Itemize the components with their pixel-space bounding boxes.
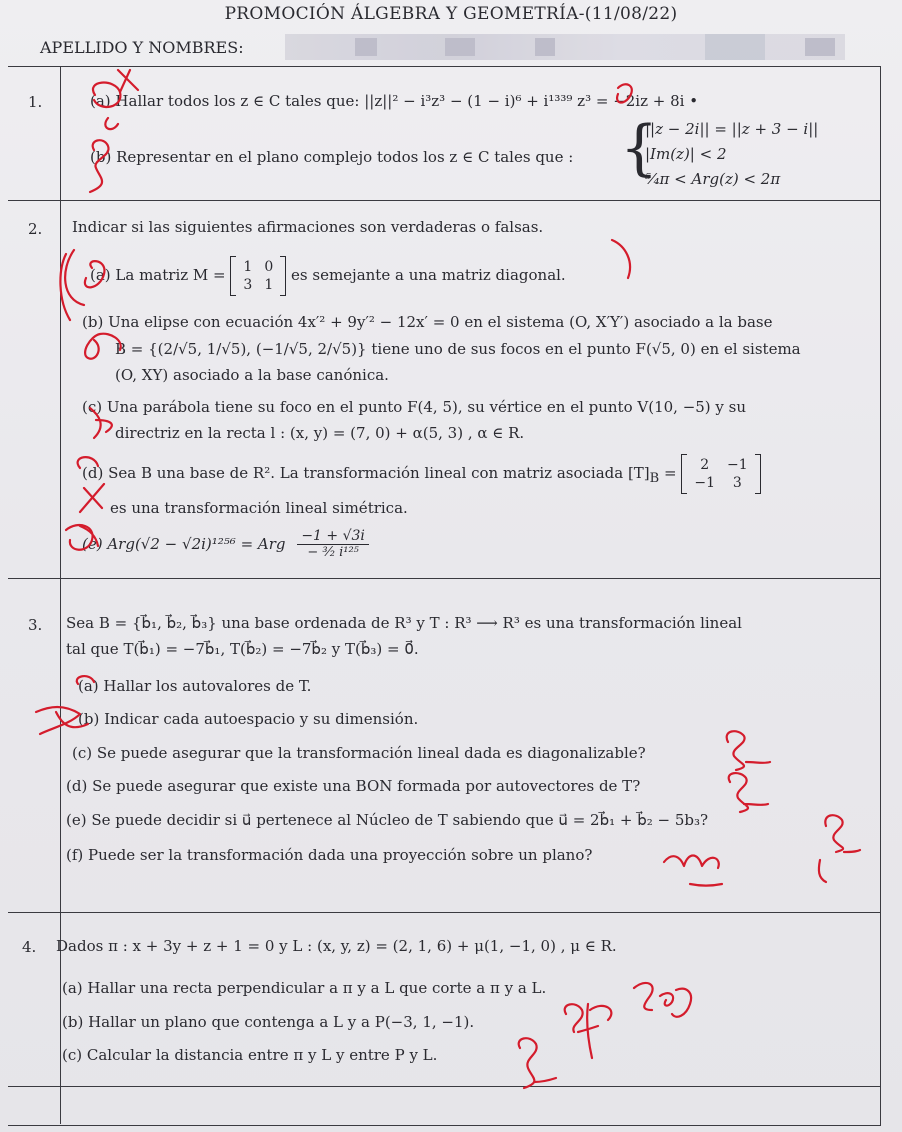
- ink-q3f: [664, 856, 722, 886]
- ink-beta-1b: [90, 140, 109, 192]
- q3-item-c: (c) Se puede asegurar que la transformación lineal dada es diagonalizable?: [72, 744, 646, 762]
- q1-item-a: (a) Hallar todos los z ∈ C tales que: ||z||² − i³z³ − (1 − i)⁶ + i¹³³⁹ z³ = −2iz + 8i •: [90, 92, 699, 110]
- matrix-t-cell: 2: [700, 457, 710, 473]
- q4-item-c: (c) Calcular la distancia entre π y L y entre P y L.: [62, 1046, 438, 1064]
- ink-q3f-slash: [819, 860, 826, 882]
- q2-item-d-line2: es una transformación lineal simétrica.: [110, 499, 408, 517]
- q4-number: 4.: [22, 938, 37, 956]
- q3-line2: tal que T(b⃗₁) = −7b⃗₁, T(b⃗₂) = −7b⃗₂ y T(b⃗₃) = 0⃗.: [66, 640, 419, 658]
- q2-e-numerator: −1 + √3i: [297, 528, 369, 545]
- matrix-m-cell: 1: [243, 259, 253, 275]
- matrix-t-cell: −1: [694, 475, 715, 491]
- q3-line1: Sea B = {b⃗₁, b⃗₂, b⃗₃} una base ordenada de R³ y T : R³ ⟶ R³ es una transformación lineal: [66, 614, 742, 632]
- ink-q3b: [36, 707, 88, 734]
- ink-q2d-circle: [78, 457, 98, 468]
- q2-item-b-line3: (O, XY) asociado a la base canónica.: [115, 366, 389, 384]
- ink-circle-1a: [93, 83, 120, 107]
- q3-item-a: (a) Hallar los autovalores de T.: [78, 677, 312, 695]
- q1-system-brace: {: [620, 113, 659, 183]
- q2-d-sub: B: [649, 471, 660, 486]
- matrix-m-cell: 0: [264, 259, 274, 275]
- ink-mark-1a: [105, 70, 138, 129]
- ink-q2a: [65, 250, 104, 305]
- ink-beta-4c: [519, 1038, 556, 1088]
- ink-beta-4b-2: [587, 1004, 611, 1058]
- ink-q3a: [77, 676, 94, 684]
- matrix-t-cell: 3: [732, 475, 742, 491]
- ink-q2b: [85, 334, 121, 359]
- q2-item-b-line1: (b) Una elipse con ecuación 4x′² + 9y′² − 12x′ = 0 en el sistema (O, X′Y′) asociado a la base: [82, 313, 773, 331]
- matrix-t-cell: −1: [727, 457, 748, 473]
- q1-number: 1.: [28, 93, 43, 111]
- q4-item-b: (b) Hallar un plano que contenga a L y a P(−3, 1, −1).: [62, 1013, 475, 1031]
- ink-mark-q1a-dot: [617, 84, 632, 102]
- q2-intro: Indicar si las siguientes afirmaciones son verdaderas o falsas.: [72, 218, 544, 236]
- q2-d-equals: =: [664, 464, 677, 482]
- ink-beta-3c: [727, 731, 770, 770]
- q2-a-prefix: (a) La matriz M =: [90, 266, 226, 284]
- q2-item-c-line1: (c) Una parábola tiene su foco en el punto F(4, 5), su vértice en el punto V(10, −5) y su: [82, 398, 747, 416]
- matrix-m-cell: 3: [243, 277, 253, 293]
- q1-condition-3: ⁵⁄₄π < Arg(z) < 2π: [645, 170, 781, 188]
- q2-e-left: (e) Arg(√2 − √2i)¹²⁵⁶ = Arg: [82, 535, 286, 553]
- name-label: APELLIDO Y NOMBRES:: [40, 38, 244, 57]
- q4-item-a: (a) Hallar una recta perpendicular a π y a L que corte a π y a L.: [62, 979, 547, 997]
- q4-line1: Dados π : x + 3y + z + 1 = 0 y L : (x, y, z) = (2, 1, 6) + μ(1, −1, 0) , μ ∈ R.: [56, 937, 617, 955]
- q1-condition-2: |Im(z)| < 2: [645, 145, 727, 163]
- exam-title: PROMOCIÓN ÁLGEBRA Y GEOMETRÍA-(11/08/22): [224, 4, 678, 24]
- matrix-m-cell: 1: [264, 277, 274, 293]
- ink-beta-3d: [729, 773, 768, 812]
- q2-item-c-line2: directriz en la recta l : (x, y) = (7, 0) + α(5, 3) , α ∈ R.: [115, 424, 525, 442]
- ink-q2c: [90, 408, 112, 438]
- q2-number: 2.: [28, 220, 43, 238]
- q2-d-prefix: (d) Sea B una base de R². La transformación lineal con matriz asociada [T]: [82, 464, 650, 482]
- q3-item-f: (f) Puede ser la transformación dada una proyección sobre un plano?: [66, 846, 593, 864]
- ink-q2e: [66, 525, 98, 550]
- ink-q2d-x: [80, 484, 104, 512]
- q3-item-b: (b) Indicar cada autoespacio y su dimensión.: [78, 710, 419, 728]
- ink-q4a: [634, 983, 691, 1017]
- q3-item-d: (d) Se puede asegurar que existe una BON formada por autovectores de T?: [66, 777, 641, 795]
- q3-item-e: (e) Se puede decidir si u⃗ pertenece al Núcleo de T sabiendo que u⃗ = 2b⃗₁ + b⃗₂ − 5b₃?: [66, 811, 709, 829]
- q1-item-b: (b) Representar en el plano complejo todos los z ∈ C tales que :: [90, 148, 574, 166]
- q1-condition-1: ||z − 2i|| = ||z + 3 − i||: [645, 120, 819, 138]
- q2-a-suffix: es semejante a una matriz diagonal.: [291, 266, 566, 284]
- q2-e-denominator: − ³⁄₂ i¹²⁵: [307, 545, 359, 560]
- q3-number: 3.: [28, 616, 43, 634]
- ink-q2a-check: [612, 240, 630, 278]
- ink-beta-3e: [825, 815, 860, 852]
- q2-item-b-line2: B = {(2/√5, 1/√5), (−1/√5, 2/√5)} tiene uno de sus focos en el punto F(√5, 0) en el sistema: [115, 340, 801, 358]
